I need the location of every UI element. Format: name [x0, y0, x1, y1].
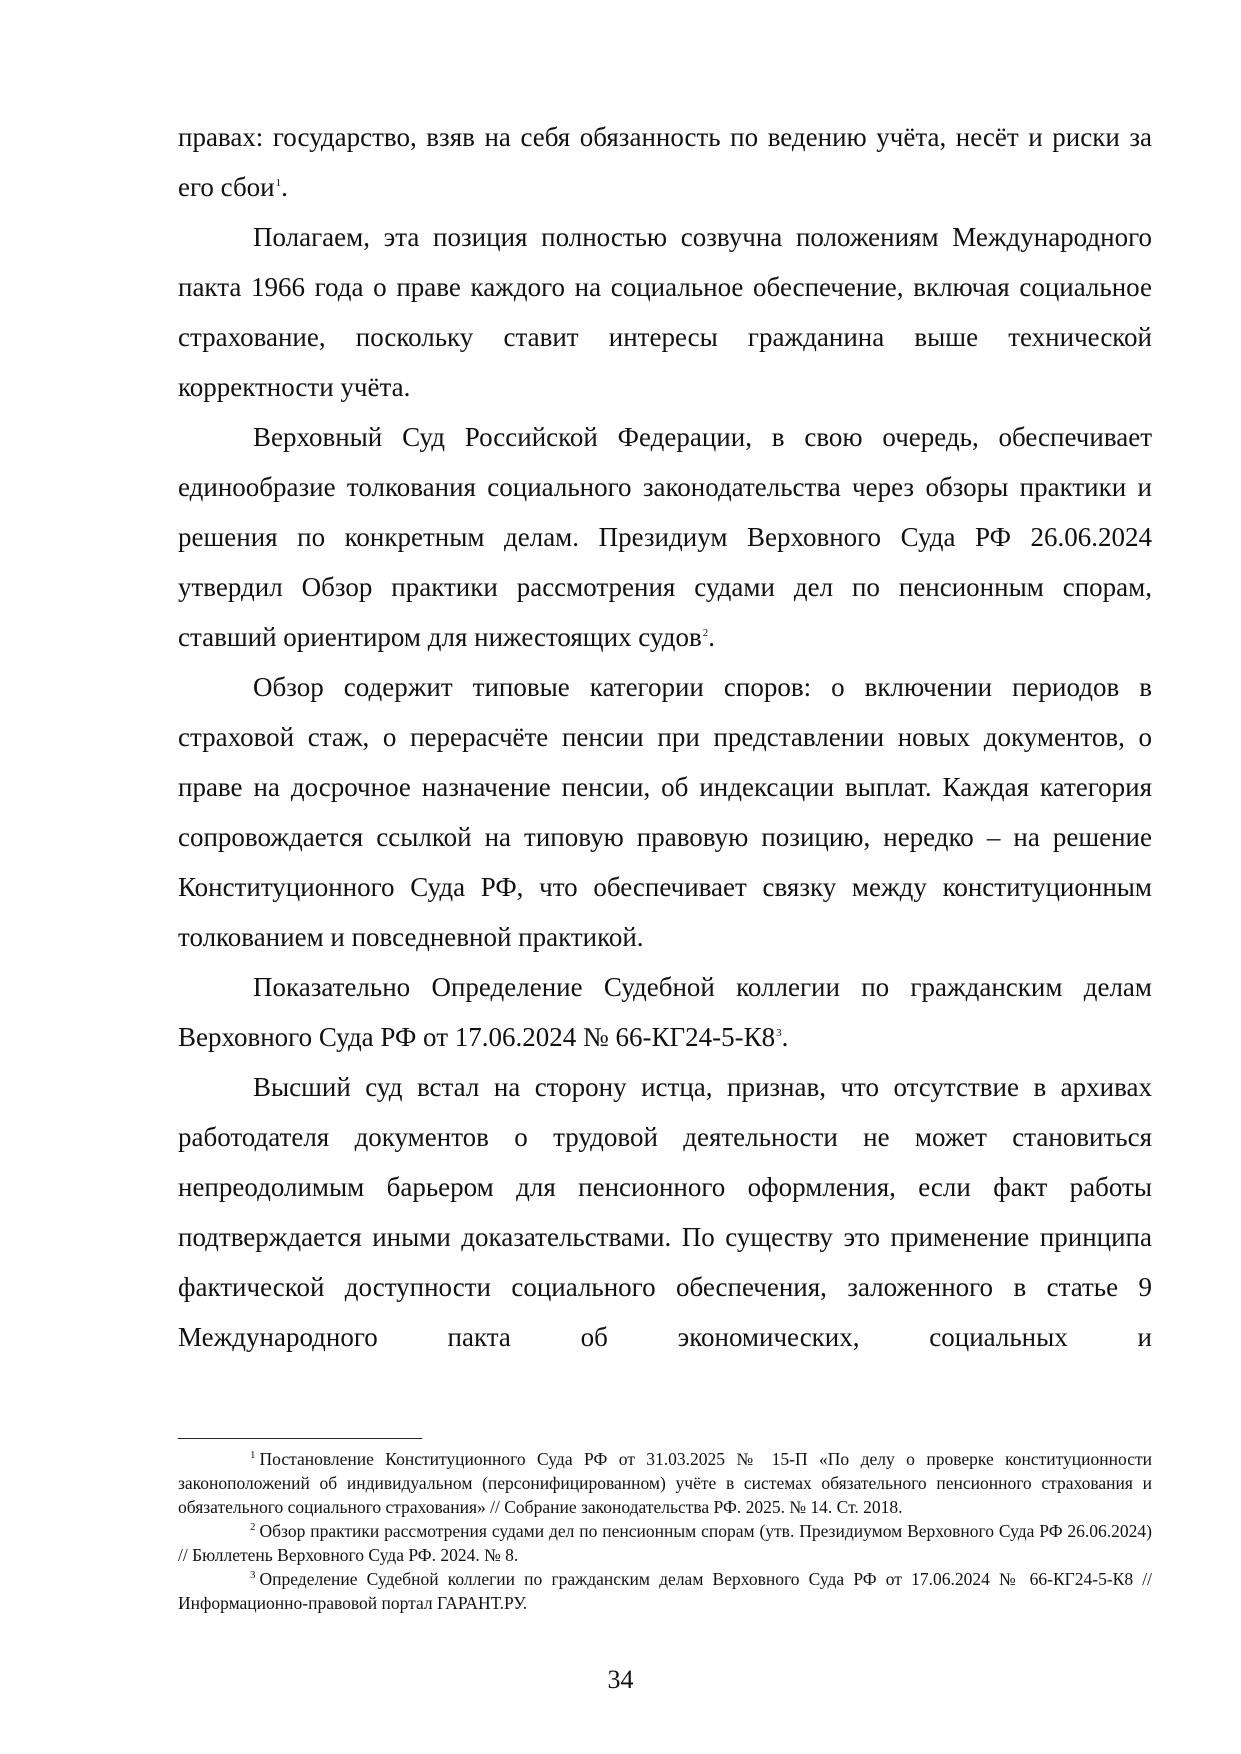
footnote-3: $^3$ Определение Судебной коллегии по гражданским делам Верховного Суда РФ от 17.06.2024 № 66-КГ24-5-К8 // Информационно-правовой портал ГАРАНТ.РУ.	[178, 1569, 1152, 1613]
paragraph: Высший суд встал на сторону истца, признав, что отсутствие в архивах работодателя документов о трудовой деятельности не может становиться непреодолимым барьером для пенсионного оформления, если факт работы подтверждается иными доказательствами. По существу это применение принципа фактической доступности социального обеспечения, заложенного в статье 9 Международного пакта об экономических, социальных и	[178, 1072, 1152, 1352]
footnotes	[178, 1447, 1152, 1615]
paragraph: Обзор содержит типовые категории споров: о включении периодов в страховой стаж, о перерасчёте пенсии при представлении новых документов, о праве на досрочное назначение пенсии, об индексации выплат. Каждая категория сопровождается ссылкой на типовую правовую позицию, нередко – на решение Конституционного Суда РФ, что обеспечивает связку между конституционным толкованием и повседневной практикой.	[178, 672, 1152, 952]
footnote-reference-3[interactable]: 3	[776, 1027, 782, 1039]
footnote-1: $^1$ Постановление Конституционного Суда РФ от 31.03.2025 № 15-П «По делу о проверке конституционности законоположений об индивидуальном (персонифицированном) учёте в системах обязательного пенсионного страхования и обязательного социального страхования» // Собрание законодательства РФ. 2025. № 14. Ст. 2018.	[178, 1449, 1152, 1517]
main-text	[178, 112, 1152, 1362]
paragraph: Верховный Суд Российской Федерации, в свою очередь, обеспечивает единообразие толкования социального законодательства через обзоры практики и решения по конкретным делам. Президиум Верховного Суда РФ 26.06.2024 утвердил Обзор практики рассмотрения судами дел по пенсионным спорам, ставший ориентиром для нижестоящих судов$^2$.	[178, 422, 1152, 652]
footnote-number: 2	[250, 1521, 256, 1533]
paragraph: Полагаем, эта позиция полностью созвучна положениям Международного пакта 1966 года о праве каждого на социальное обеспечение, включая социальное страхование, поскольку ставит интересы гражданина выше технической корректности учёта.	[178, 222, 1152, 402]
paragraph: Показательно Определение Судебной коллегии по гражданским делам Верховного Суда РФ от 17.06.2024 № 66-КГ24-5-К8$^3$.	[178, 972, 1152, 1052]
footnote-separator	[178, 1438, 422, 1439]
footnote-number: 1	[250, 1449, 256, 1461]
footnote-reference-1[interactable]: 1	[275, 177, 282, 189]
footnote-2: $^2$ Обзор практики рассмотрения судами дел по пенсионным спорам (утв. Президиумом Верховного Суда РФ 26.06.2024) // Бюллетень Верховного Суда РФ. 2024. № 8.	[178, 1521, 1152, 1565]
footnote-number: 3	[250, 1569, 256, 1581]
paragraph-continuation: правах: государство, взяв на себя обязанность по ведению учёта, несёт и риски за его сбои$^1$.	[178, 122, 1152, 202]
page-number: 34	[607, 1665, 634, 1694]
footnote-reference-2[interactable]: 2	[702, 627, 709, 639]
